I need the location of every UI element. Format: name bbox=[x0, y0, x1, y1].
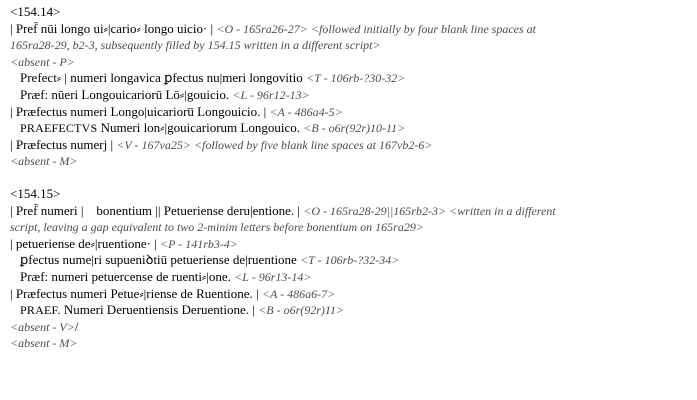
witness-siglum: <O - 165ra26-27> bbox=[216, 21, 308, 36]
witness-siglum: <L - 96r13-14> bbox=[234, 269, 312, 284]
absent-witness: <absent - V> bbox=[10, 319, 75, 334]
section-heading: <154.15> bbox=[10, 185, 61, 201]
entry-B bbox=[10, 120, 691, 137]
witness-siglum: <A - 486a4-5> bbox=[269, 104, 343, 119]
entry-V bbox=[10, 137, 691, 154]
entry-text: Numeri Deruentiensis Deruentione. | bbox=[60, 302, 259, 318]
section-spacer bbox=[10, 170, 691, 186]
entry-capitals: PRAEF. bbox=[20, 303, 61, 318]
absent-witness: <absent - M> bbox=[10, 154, 78, 169]
entry-B bbox=[10, 302, 691, 319]
witness-siglum: <L - 96r12-13> bbox=[232, 87, 310, 102]
entry-text: | petueriense de⸗|ruentione· | bbox=[10, 235, 161, 251]
entry-P bbox=[10, 236, 691, 253]
entry-text: | Pref̄ nūi longo ui⸗|cario⸗ longo uicio· | bbox=[10, 20, 217, 36]
entry-text: | Pref̄ numeri | bonentium || Petueriense deru|entione. | bbox=[10, 202, 304, 218]
section-heading: <154.14> bbox=[10, 4, 61, 19]
entry-T bbox=[10, 70, 691, 87]
entry-A bbox=[10, 104, 691, 121]
entry-text: Præf: nūeri Longouicariorū Lō⸗|gouicio. bbox=[20, 86, 233, 102]
entry-text: Prefect⸗ | numeri longavica ꝑfectus nu|meri longovitio bbox=[20, 70, 307, 86]
entry-text: | Præfectus numerj | bbox=[10, 136, 117, 152]
entry-text: | Præfectus numeri Longo|uicarioru̅ Longouicio. | bbox=[10, 103, 270, 119]
editorial-note: <written in a different bbox=[446, 203, 556, 218]
entry-T bbox=[10, 252, 691, 269]
witness-siglum: <T - 106rb-?30-32> bbox=[306, 71, 406, 86]
entry-O bbox=[10, 21, 691, 38]
absent-witness-mark: / bbox=[74, 318, 79, 334]
witness-siglum: <T - 106rb-?32-34> bbox=[300, 253, 400, 268]
entry-A bbox=[10, 286, 691, 303]
entry-text: Numeri lon⸗|gouicariorum Longouico. bbox=[97, 120, 304, 136]
editorial-note-continued: 165ra28-29, b2-3, subsequently filled by 154.15 written in a different script> bbox=[10, 38, 381, 53]
absent-witness: <absent - P> bbox=[10, 54, 75, 69]
entry-L bbox=[10, 269, 691, 286]
witness-siglum: <P - 141rb3-4> bbox=[160, 236, 239, 251]
witness-siglum: <B - o6r(92r)10-11> bbox=[303, 121, 406, 136]
absent-witness-line bbox=[10, 319, 691, 336]
entry-text: ꝑfectus nume|ri supueniꝺtiū petueriense de|ruentione bbox=[20, 252, 301, 268]
entry-capitals: PRAEFECTVS bbox=[20, 121, 98, 136]
witness-siglum: <A - 486a6-7> bbox=[261, 286, 336, 301]
entry-text: Præf: numeri petuercense de ruenti⸗|one. bbox=[20, 268, 235, 284]
absent-witness: <absent - M> bbox=[10, 336, 78, 351]
entry-text: | Præfectus numeri Petue⸗|riense de Ruentione. | bbox=[10, 285, 262, 301]
witness-siglum: <O - 165ra28-29||165rb2-3> bbox=[303, 203, 447, 218]
editorial-note: <followed initially by four blank line spaces at bbox=[307, 21, 536, 36]
witness-siglum: <V - 167va25> bbox=[116, 137, 191, 152]
editorial-note: <followed by five blank line spaces at 167vb2-6> bbox=[190, 137, 433, 152]
witness-siglum: <B - o6r(92r)11> bbox=[258, 303, 345, 318]
editorial-note-continued: script, leaving a gap equivalent to two 2-minim letters before bonentium on 165ra29> bbox=[10, 220, 424, 235]
entry-O bbox=[10, 203, 691, 220]
entry-L bbox=[10, 87, 691, 104]
